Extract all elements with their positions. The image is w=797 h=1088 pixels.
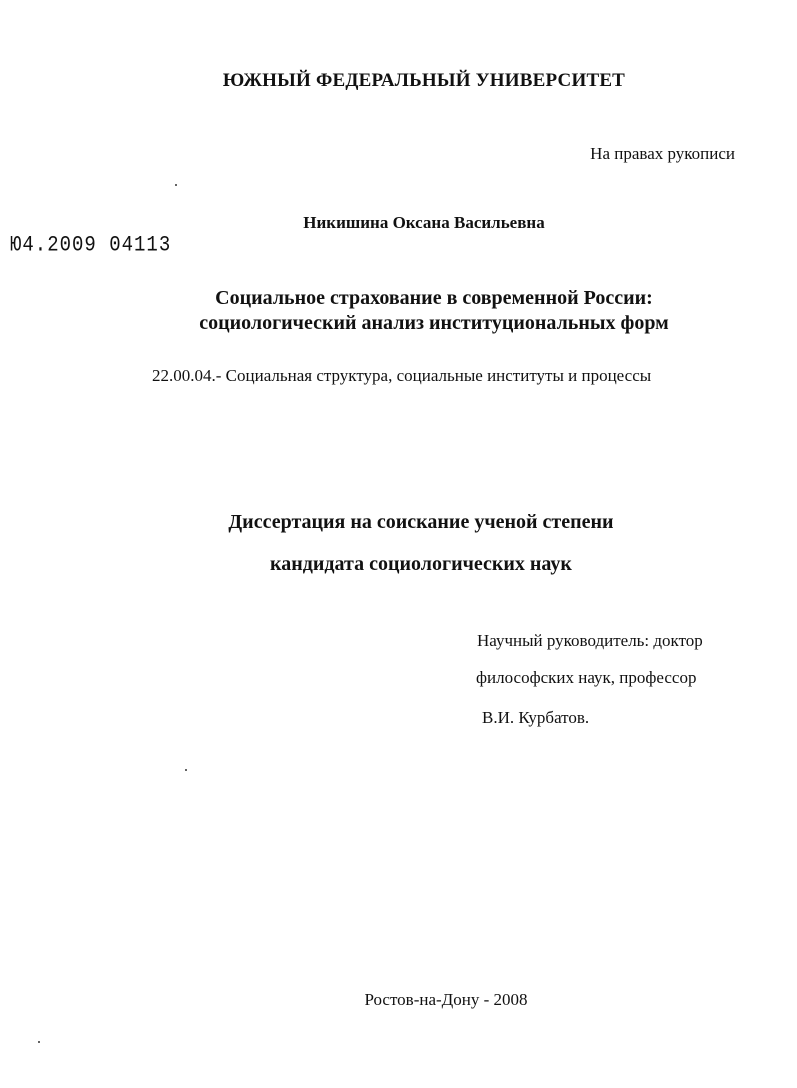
title-line-1: Социальное страхование в современной России: xyxy=(215,287,653,309)
scan-speck xyxy=(175,184,177,186)
title-line-2: социологический анализ институциональных форм xyxy=(199,312,669,334)
scan-speck xyxy=(185,769,187,771)
scan-speck xyxy=(38,1041,40,1043)
manuscript-note: На правах рукописи xyxy=(590,144,735,163)
city-year: Ростов-на-Дону - 2008 xyxy=(364,990,528,1009)
author-name: Никишина Оксана Васильевна xyxy=(303,213,545,232)
advisor-line-1: Научный руководитель: доктор xyxy=(477,631,703,650)
specialty-code: 22.00.04.- Социальная структура, социальные институты и процессы xyxy=(152,366,652,385)
registration-stamp-number: Ю4.2009 04113 xyxy=(10,232,172,258)
dissertation-title xyxy=(0,286,797,336)
advisor-name: В.И. Курбатов. xyxy=(482,708,590,727)
degree-line-2: кандидата социологических наук xyxy=(270,553,572,575)
university-name: ЮЖНЫЙ ФЕДЕРАЛЬНЫЙ УНИВЕРСИТЕТ xyxy=(222,70,626,91)
advisor-line-2: философских наук, профессор xyxy=(476,668,697,687)
degree-line-1: Диссертация на соискание ученой степени xyxy=(228,511,614,533)
